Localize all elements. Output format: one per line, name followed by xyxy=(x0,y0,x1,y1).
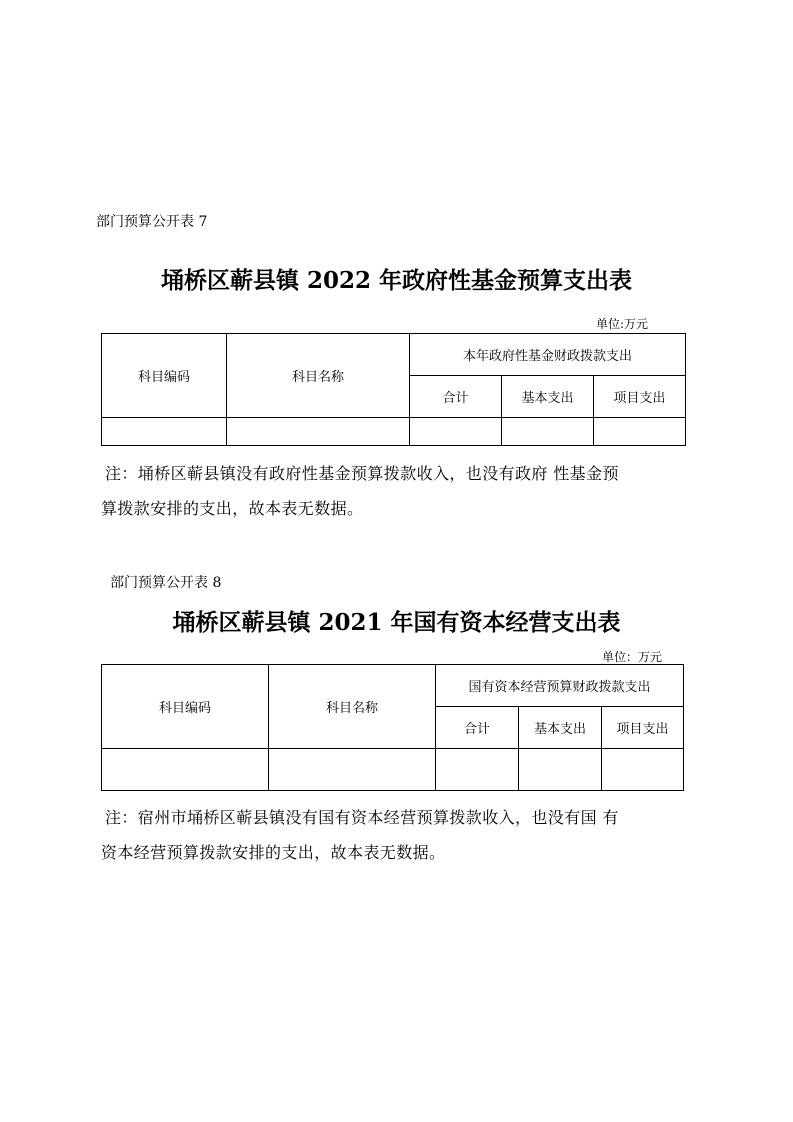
table-row xyxy=(102,749,684,791)
table-8-note xyxy=(101,800,691,870)
table-8-note-line-1: 注：宿州市埇桥区蕲县镇没有国有资本经营预算拨款收入，也没有国 有 xyxy=(105,808,619,827)
empty-cell xyxy=(102,418,227,446)
empty-cell xyxy=(269,749,436,791)
header-total: 合计 xyxy=(436,707,519,749)
header-subject-name: 科目名称 xyxy=(269,665,436,749)
header-subject-code: 科目编码 xyxy=(102,334,227,418)
table-8-unit: 单位：万元 xyxy=(602,650,663,664)
table-8-title: 埇桥区蕲县镇 2021 年国有资本经营支出表 xyxy=(172,609,621,636)
empty-cell xyxy=(102,749,269,791)
table-7-note-line-1: 注：埇桥区蕲县镇没有政府性基金预算拨款收入，也没有政府 性基金预 xyxy=(105,464,619,483)
empty-cell xyxy=(602,749,684,791)
empty-cell xyxy=(227,418,410,446)
empty-cell xyxy=(594,418,686,446)
table-8-label: 部门预算公开表 8 xyxy=(110,575,222,591)
header-project-expenditure: 项目支出 xyxy=(594,376,686,418)
header-capital-expenditure: 国有资本经营预算财政拨款支出 xyxy=(436,665,684,707)
table-7-label: 部门预算公开表 7 xyxy=(96,214,208,230)
empty-cell xyxy=(502,418,594,446)
header-fund-expenditure: 本年政府性基金财政拨款支出 xyxy=(410,334,686,376)
header-subject-name: 科目名称 xyxy=(227,334,410,418)
header-basic-expenditure: 基本支出 xyxy=(502,376,594,418)
table-7-unit: 单位:万元 xyxy=(596,317,649,331)
government-fund-table xyxy=(101,333,686,446)
empty-cell xyxy=(410,418,502,446)
header-total: 合计 xyxy=(410,376,502,418)
table-8-note-line-2: 资本经营预算拨款安排的支出，故本表无数据。 xyxy=(101,843,446,862)
table-7-note-line-2: 算拨款安排的支出，故本表无数据。 xyxy=(101,499,364,518)
header-basic-expenditure: 基本支出 xyxy=(519,707,602,749)
header-project-expenditure: 项目支出 xyxy=(602,707,684,749)
header-subject-code: 科目编码 xyxy=(102,665,269,749)
table-7-title: 埇桥区蕲县镇 2022 年政府性基金预算支出表 xyxy=(160,267,633,294)
table-7-note xyxy=(101,456,691,526)
empty-cell xyxy=(436,749,519,791)
state-capital-table xyxy=(101,664,684,791)
table-row xyxy=(102,418,686,446)
empty-cell xyxy=(519,749,602,791)
